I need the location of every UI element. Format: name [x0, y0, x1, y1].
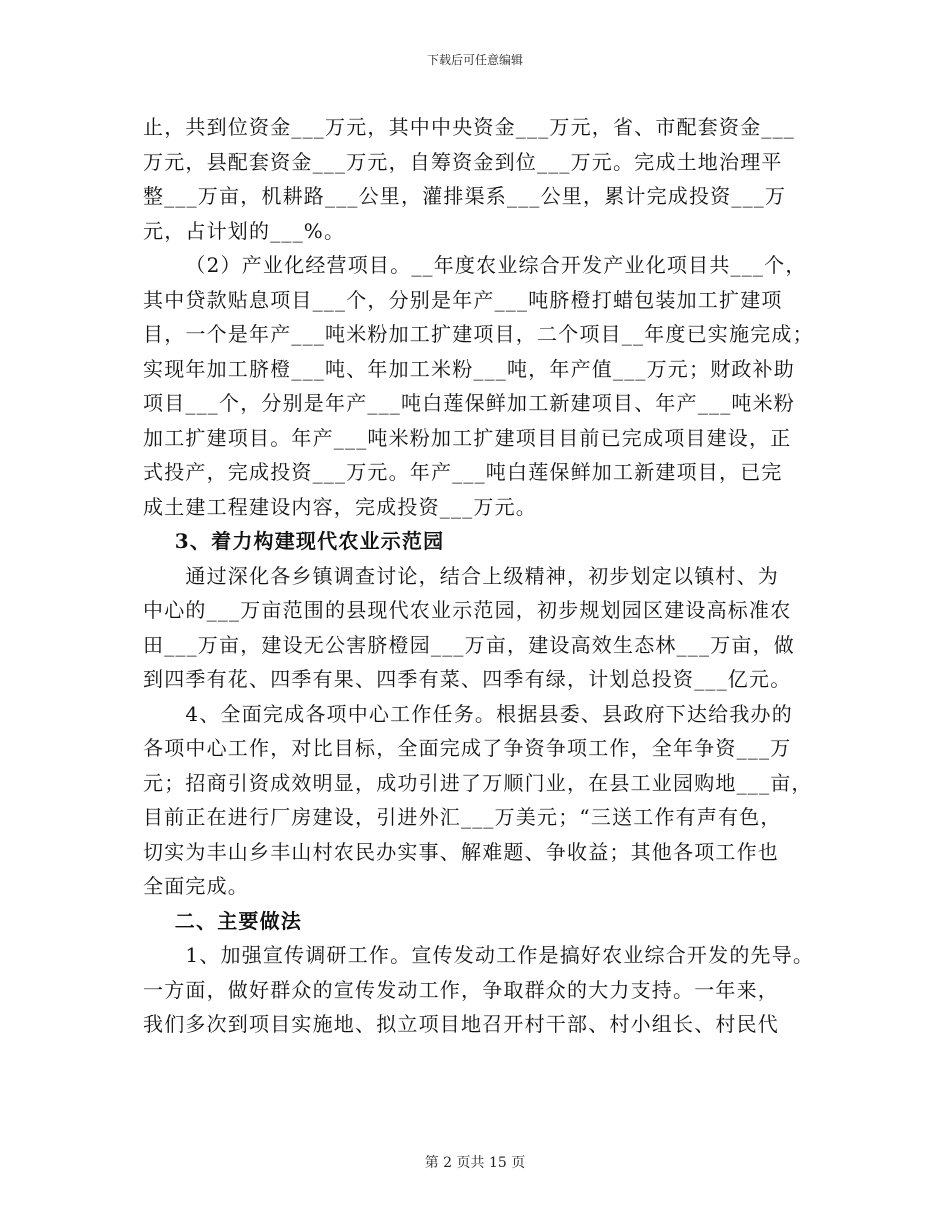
- text-line: 万元，县配套资金___万元，自筹资金到位___万元。完成土地治理平: [143, 149, 783, 174]
- text-line: 中心的___万亩范围的县现代农业示范园，初步规划园区建设高标准农: [143, 598, 792, 622]
- text-line: 目前正在进行厂房建设，引进外汇___万美元；“三送工作有声有色，: [143, 805, 782, 829]
- text-line: 1、加强宣传调研工作。宣传发动工作是搞好农业综合开发的先导。: [185, 943, 815, 967]
- text-line: 止，共到位资金___万元，其中中央资金___万元，省、市配套资金___: [143, 115, 795, 139]
- text-line: 4、全面完成各项中心工作任务。根据县委、县政府下达给我办的: [185, 701, 793, 726]
- document-body: [143, 110, 823, 1042]
- text-line: 通过深化各乡镇调查讨论，结合上级精神，初步划定以镇村、为: [185, 563, 779, 588]
- text-line: 到四季有花、四季有果、四季有菜、四季有绿，计划总投资___亿元。: [143, 667, 792, 691]
- text-line: 元；招商引资成效明显，成功引进了万顺门业，在县工业园购地___亩，: [143, 770, 813, 795]
- section-heading: 二、主要做法: [174, 908, 302, 933]
- text-line: 加工扩建项目。年产___吨米粉加工扩建项目目前已完成项目建设，正: [143, 425, 792, 450]
- page-header: 下载后可任意编辑: [426, 53, 523, 67]
- text-line: （2）产业化经营项目。__年度农业综合开发产业化项目共___个，: [185, 253, 807, 277]
- text-line: 实现年加工脐橙___吨、年加工米粉___吨，年产值___万元；财政补助: [143, 356, 795, 381]
- text-line: 一方面，做好群众的宣传发动工作，争取群众的大力支持。一年来，: [143, 977, 779, 1002]
- text-line: 整___万亩，机耕路___公里，灌排渠系___公里，累计完成投资___万: [143, 184, 787, 208]
- text-line: 成土建工程建设内容，完成投资___万元。: [143, 494, 537, 519]
- text-line: 项目___个，分别是年产___吨白莲保鲜加工新建项目、年产___吨米粉: [143, 391, 795, 415]
- section-heading: 3、着力构建现代农业示范园: [174, 529, 445, 553]
- text-line: 目，一个是年产___吨米粉加工扩建项目，二个项目__年度已实施完成；: [143, 322, 814, 346]
- page-footer: 第 2 页共 15 页: [424, 1155, 526, 1171]
- text-line: 各项中心工作，对比目标，全面完成了争资争项工作，全年争资___万: [143, 736, 792, 760]
- text-line: 我们多次到项目实施地、拟立项目地召开村干部、村小组长、村民代: [143, 1012, 779, 1036]
- text-line: 元，占计划的___%。: [143, 218, 346, 243]
- text-line: 切实为丰山乡丰山村农民办实事、解难题、争收益；其他各项工作也: [143, 839, 779, 864]
- text-line: 全面完成。: [143, 874, 249, 898]
- text-line: 田___万亩，建设无公害脐橙园___万亩，建设高效生态林___万亩，做: [143, 632, 795, 657]
- text-line: 其中贷款贴息项目___个，分别是年产___吨脐橙打蜡包装加工扩建项: [143, 287, 783, 312]
- text-line: 式投产，完成投资___万元。年产___吨白莲保鲜加工新建项目，已完: [143, 460, 783, 484]
